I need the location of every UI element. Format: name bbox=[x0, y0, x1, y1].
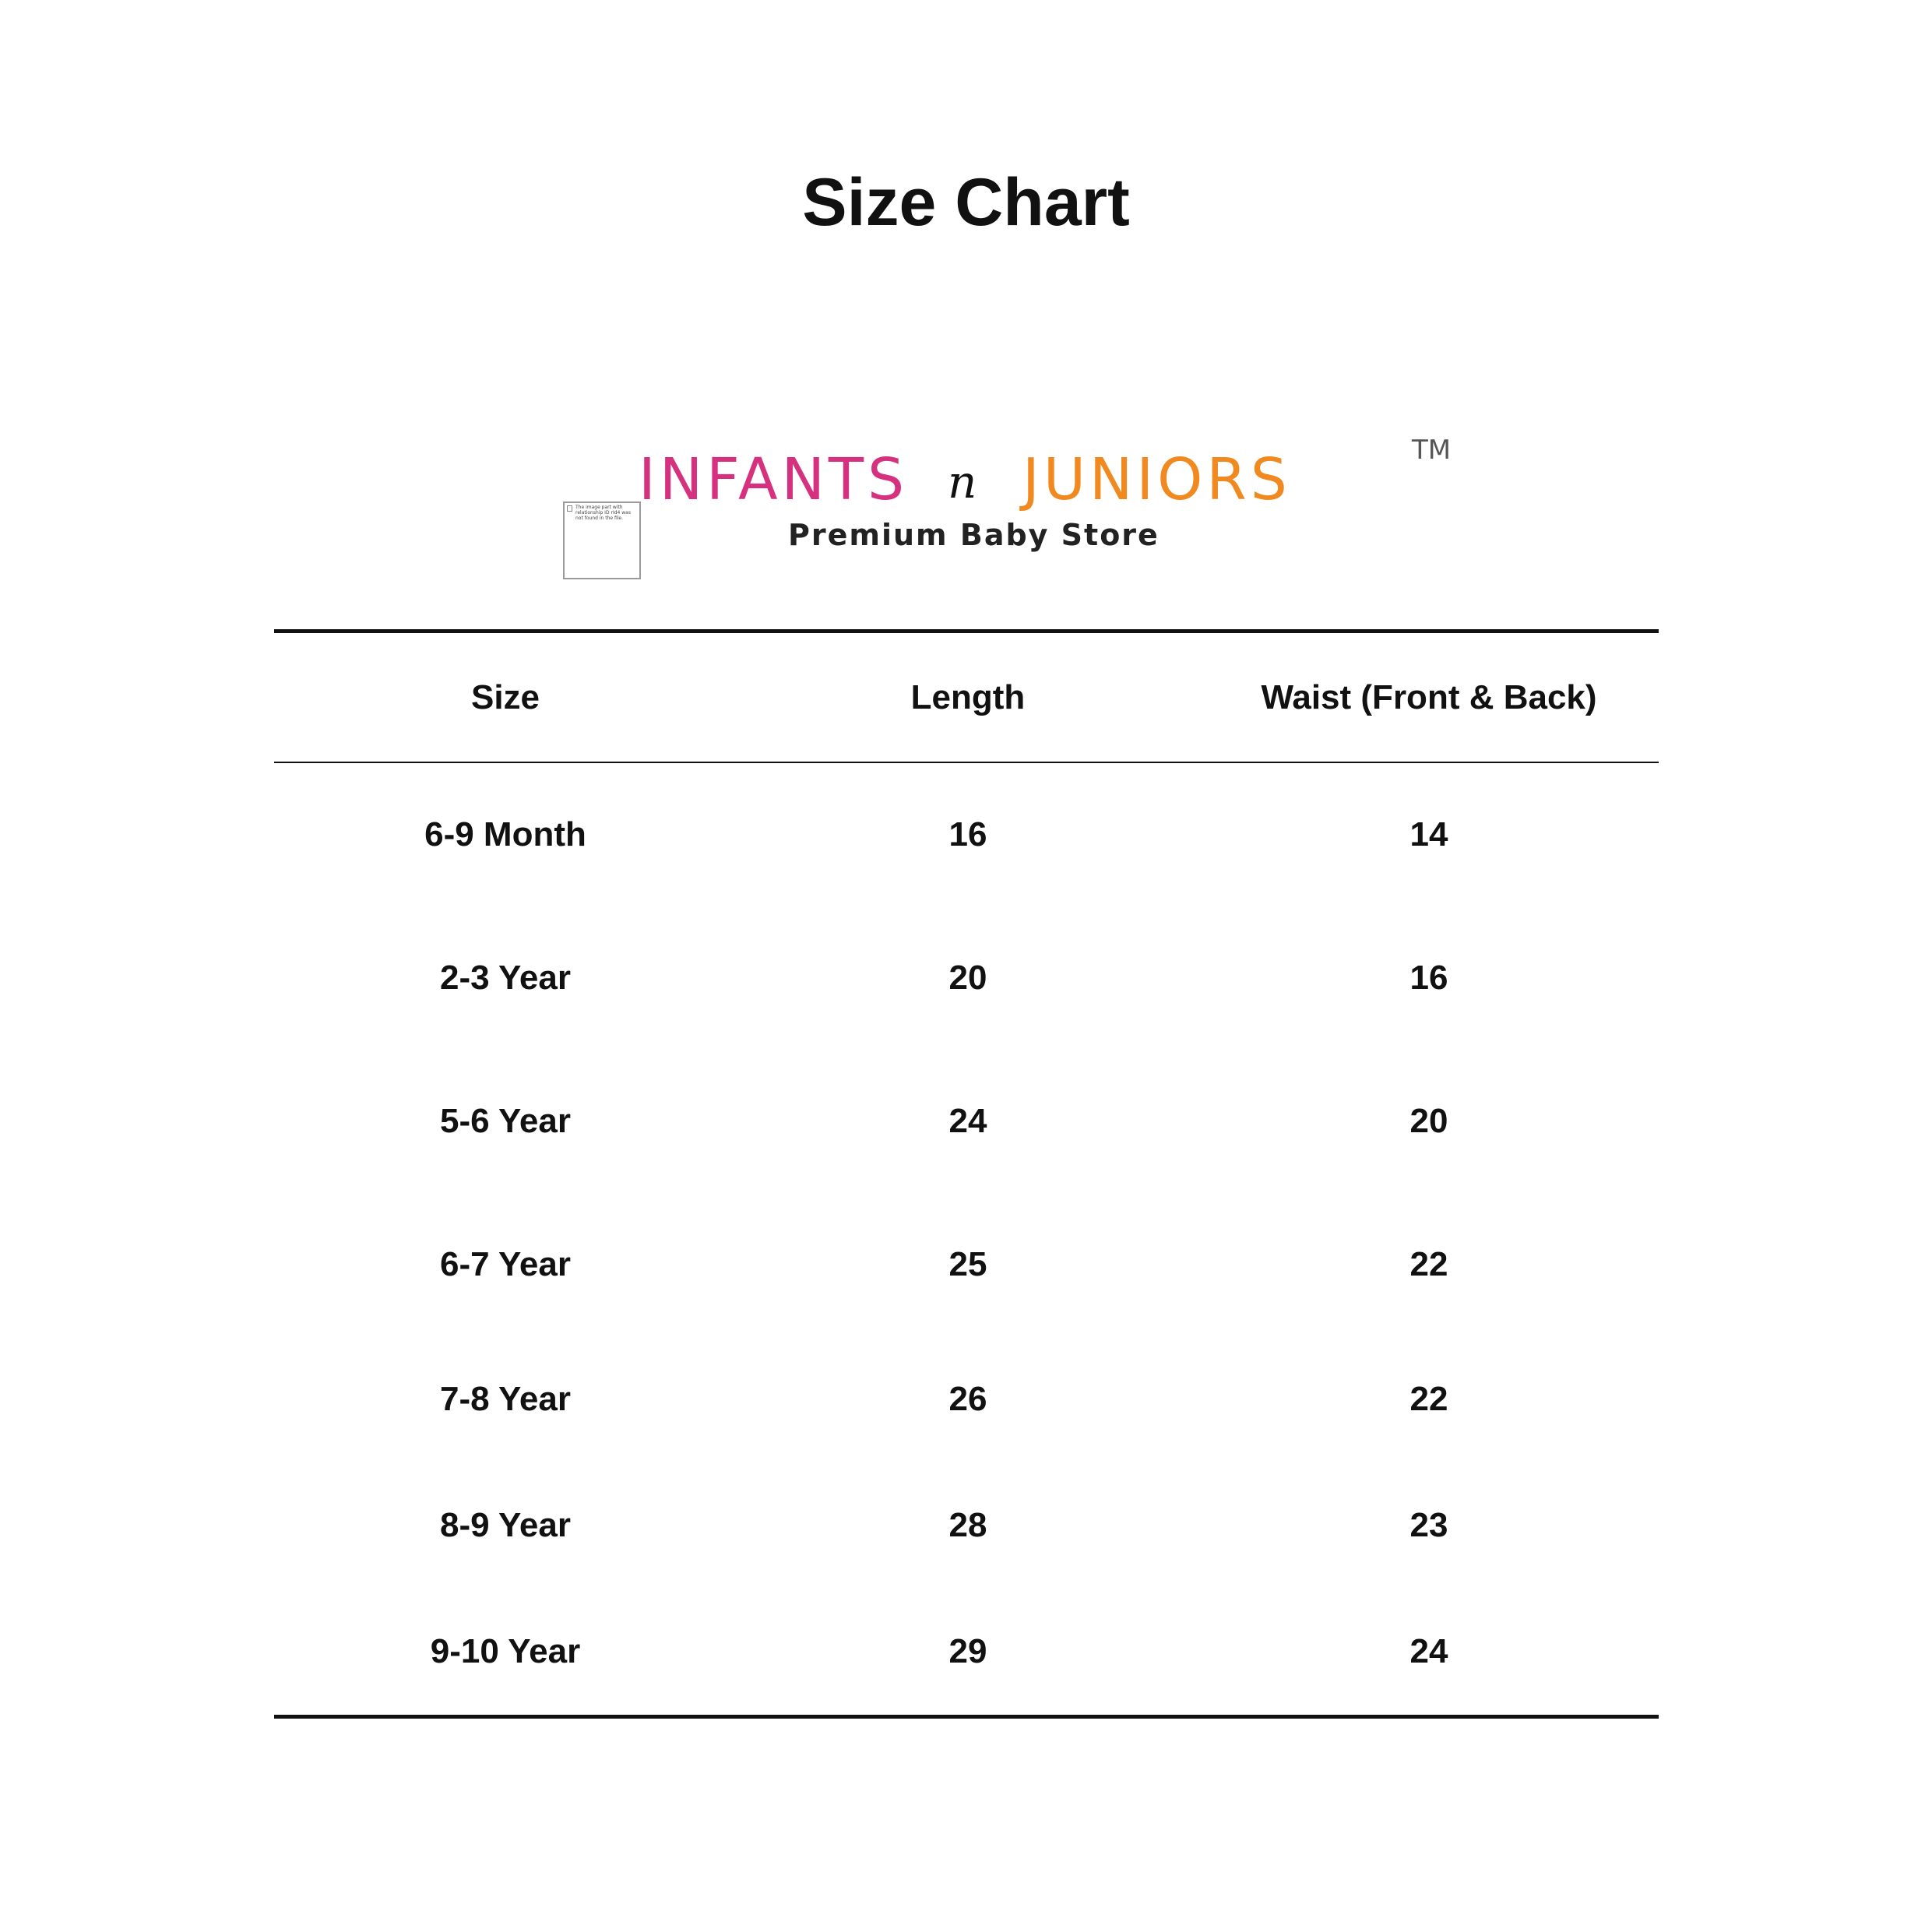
cell-length: 24 bbox=[948, 1102, 987, 1140]
cell-size: 2-3 Year bbox=[439, 959, 571, 997]
cell-length: 20 bbox=[948, 959, 987, 997]
cell-length: 29 bbox=[948, 1632, 987, 1670]
brand-logo bbox=[561, 435, 1452, 592]
cell-size: 9-10 Year bbox=[430, 1632, 581, 1670]
header-size: Size bbox=[274, 632, 737, 763]
table-row bbox=[274, 762, 1659, 906]
size-chart-table bbox=[274, 629, 1659, 1719]
cell-size: 5-6 Year bbox=[439, 1102, 571, 1140]
broken-image-placeholder bbox=[563, 501, 641, 579]
cell-size: 6-7 Year bbox=[439, 1245, 571, 1283]
header-length: Length bbox=[737, 632, 1199, 763]
cell-waist: 16 bbox=[1409, 959, 1448, 997]
cell-waist: 22 bbox=[1409, 1380, 1448, 1418]
broken-image-icon bbox=[567, 505, 572, 512]
header-waist: Waist (Front & Back) bbox=[1199, 632, 1659, 763]
trademark-symbol: TM bbox=[1412, 435, 1452, 466]
brand-wordmark bbox=[639, 435, 1452, 522]
cell-length: 28 bbox=[948, 1506, 987, 1544]
brand-word-infants: INFANTS bbox=[639, 446, 909, 513]
table-row bbox=[274, 1050, 1659, 1193]
table-row bbox=[274, 1336, 1659, 1462]
cell-size: 8-9 Year bbox=[439, 1506, 571, 1544]
broken-image-text: The image part with relationship ID rId4 was not found in the file. bbox=[575, 505, 631, 521]
table-row bbox=[274, 906, 1659, 1050]
cell-length: 26 bbox=[948, 1380, 987, 1418]
brand-word-juniors: JUNIORS bbox=[1022, 446, 1291, 513]
cell-waist: 22 bbox=[1409, 1245, 1448, 1283]
table-row bbox=[274, 1462, 1659, 1589]
cell-waist: 14 bbox=[1409, 815, 1448, 853]
cell-length: 25 bbox=[948, 1245, 987, 1283]
cell-waist: 23 bbox=[1409, 1506, 1448, 1544]
table-header-row bbox=[274, 632, 1659, 763]
table-row bbox=[274, 1589, 1659, 1717]
brand-connector: n bbox=[948, 456, 977, 509]
cell-waist: 20 bbox=[1409, 1102, 1448, 1140]
brand-tagline: Premium Baby Store bbox=[788, 518, 1160, 552]
page-title: Size Chart bbox=[802, 165, 1130, 240]
cell-length: 16 bbox=[948, 815, 987, 853]
cell-size: 7-8 Year bbox=[439, 1380, 571, 1418]
table-row bbox=[274, 1193, 1659, 1336]
cell-size: 6-9 Month bbox=[424, 815, 586, 853]
cell-waist: 24 bbox=[1409, 1632, 1448, 1670]
